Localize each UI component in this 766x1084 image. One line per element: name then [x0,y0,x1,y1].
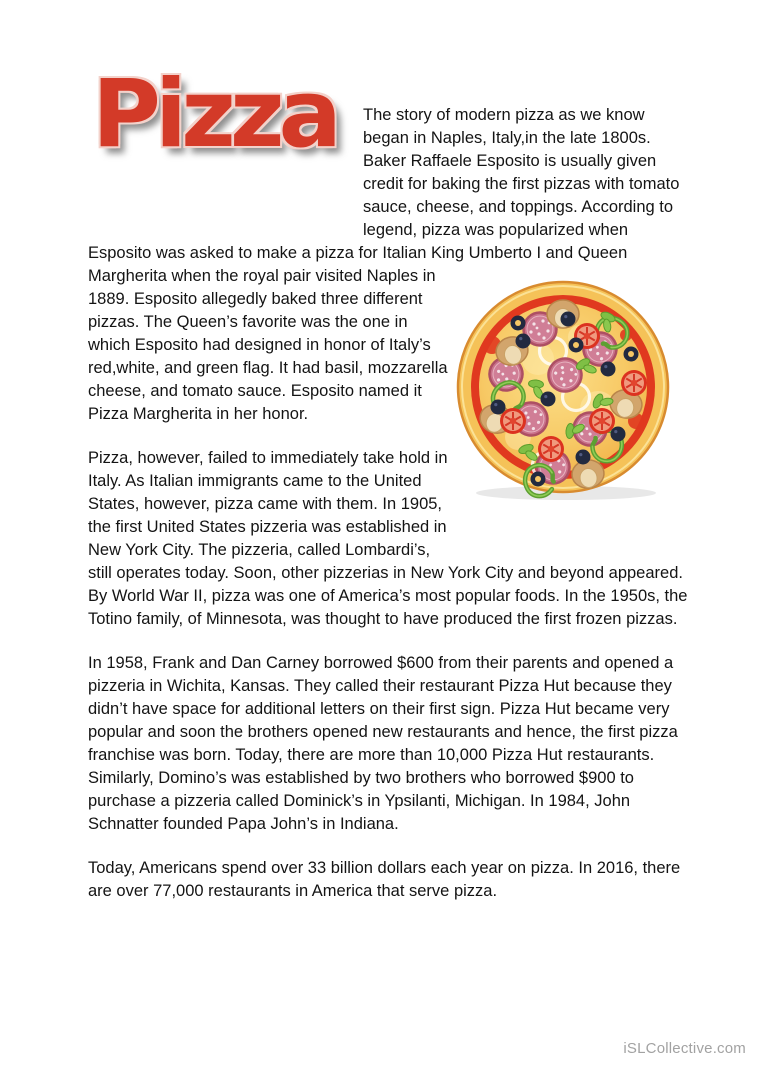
paragraph-3: In 1958, Frank and Dan Carney borrowed $600 from their parents and opened a pizzeria in Wichita, Kansas. They called their restaurant Pizza Hut because they didn’t have space for additional letters on their first sign. Pizza Hut became very popular and soon the brothers opened new restaurants and hence, the first pizza franchise was born. Today, there are more than 10,000 Pizza Hut restaurants. Similarly, Domino’s was established by two brothers who borrowed $900 to purchase a pizzeria called Dominick’s in Ypsilanti, Michigan. In 1984, John Schnatter founded Papa John’s in Indiana. [88,654,678,833]
pizza-illustration [448,265,688,555]
paragraph-4: Today, Americans spend over 33 billion dollars each year on pizza. In 2016, there are over 77,000 restaurants in America that serve pizza. [88,859,681,900]
pizza-icon [448,279,678,501]
paragraph-1 [88,104,688,426]
islcollective-watermark: iSLCollective.com [623,1040,746,1057]
paragraph-text: when the royal pair visited Naples in 1889. Esposito allegedly baked three different pizzas. The Queen’s favorite was the one in which Esposito had designed in honor of Italy’s red,white, and green flag. It had basil, mozzarella cheese, and tomato sauce. Esposito named it Pizza Margherita in her honor. [88,267,448,423]
title-float-spacer [88,104,363,222]
paragraph-text: The story of modern pizza as we know began in Naples, Italy,in the late 1800s. Baker Raffaele Esposito is usually given credit for baking the first pizzas with tomato sauce, cheese, and toppings. According to legend, pizza was popularized when Esposito was asked to make a pizza for Italian King Umberto I and Queen Margherita [88,106,680,285]
article-body [88,104,688,903]
paragraph-2: Pizza, however, failed to immediately take hold in Italy. As Italian immigrants came to the United States, however, pizza came with them. In 1905, the first United States pizzeria was established in New York City. The pizzeria, called Lombardi’s, still operates today. Soon, other pizzerias in New York City and beyond appeared. By World War II, pizza was one of America’s most popular foods. In the 1950s, the Totino family, of Minnesota, was thought to have produced the first frozen pizzas. [88,449,688,628]
page-title: Pizza [92,60,336,169]
